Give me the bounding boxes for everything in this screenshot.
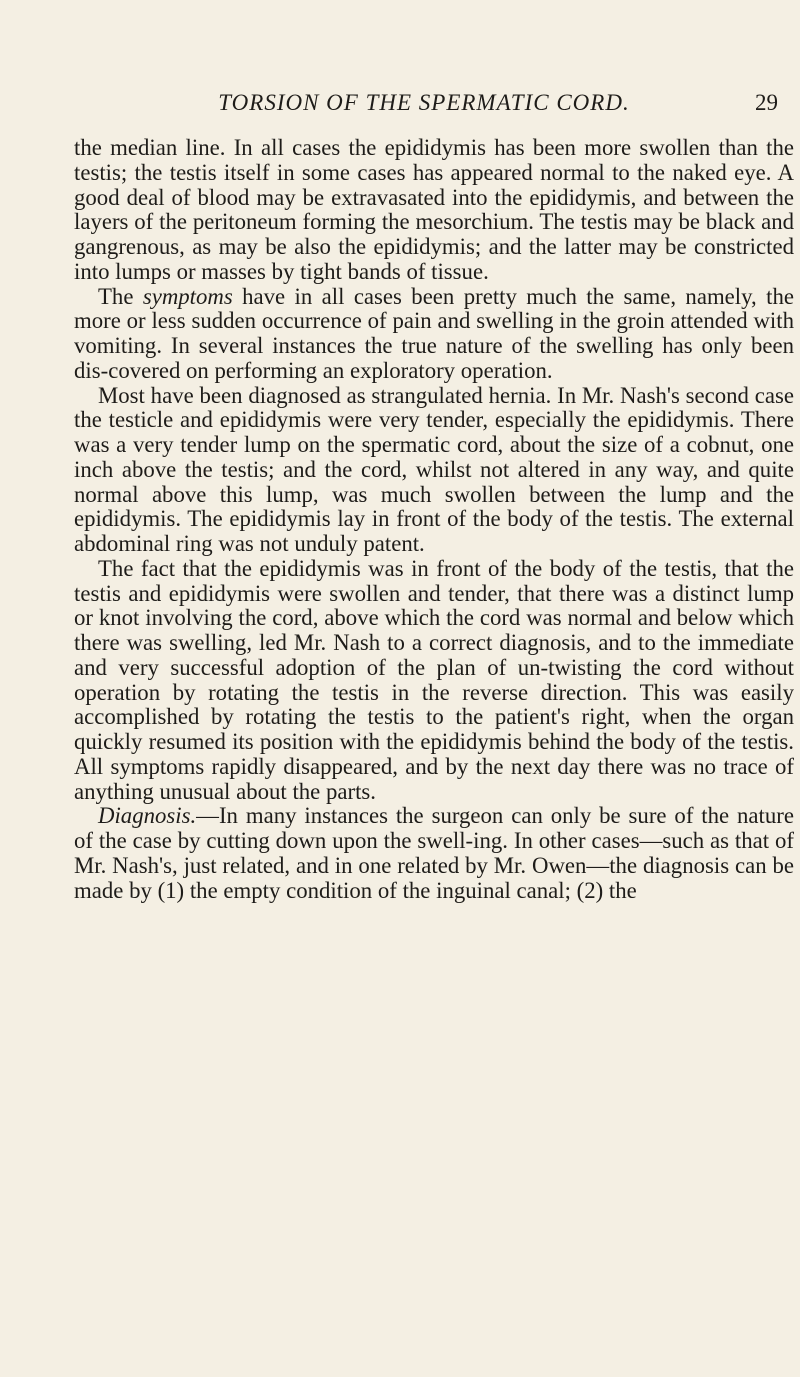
diagnosis-heading: Diagnosis. [98,803,197,829]
paragraph-pathology [74,136,794,285]
page-header [64,90,784,124]
paragraph-nash-case [74,384,794,557]
paragraph-lead: The [98,283,143,309]
paragraph-text: have in all cases been pretty much the same, namely, the more or less sudden occurrence of pain and swelling in the groin attended with vomiting. In several instances the true nature of the swelling has only been dis-covered on performing an exploratory operation. [74,283,794,383]
paragraph-text: Most have been diagnosed as strangulated hernia. In Mr. Nash's second case the testicle and epididymis were very tender, especially the epididymis. There was a very tender lump on the spermatic cord, about the size of a cobnut, one inch above the testis; and the cord, whilst not altered in any way, and quite normal above this lump, was much swollen between the lump and the epididymis. The epididymis lay in front of the body of the testis. The external abdominal ring was not unduly patent. [74,382,794,556]
running-title: TORSION OF THE SPERMATIC CORD. [218,90,630,115]
paragraph-text: —In many instances the surgeon can only be sure of the nature of the case by cutting down upon the swell-ing. In other cases—such as that of Mr. Nash's, just related, and in one related by Mr. Owen—the diagnosis can be made by (1) the empty condition of the inguinal canal; (2) the [74,803,794,903]
symptoms-heading: symptoms [142,283,233,309]
paragraph-text: The fact that the epididymis was in front of the body of the testis, that the testis and epididymis were swollen and tender, that there was a distinct lump or knot involving the cord, above which the cord was normal and below which there was swelling, led Mr. Nash to a correct diagnosis, and to the immediate and very successful adoption of the plan of un-twisting the cord without operation by rotating the testis in the reverse direction. This was easily accomplished by rotating the testis to the patient's right, when the organ quickly resumed its position with the epididymis behind the body of the testis. All symptoms rapidly disappeared, and by the next day there was no trace of anything unusual about the parts. [74,555,794,804]
paragraph-symptoms [74,285,794,384]
body-text [74,136,794,903]
paragraph-correct-diagnosis [74,557,794,805]
paragraph-diagnosis [74,804,794,903]
paragraph-text: the median line. In all cases the epididymis has been more swollen than the testis; the testis itself in some cases has appeared normal to the naked eye. A good deal of blood may be extravasated into the epididymis, and between the layers of the peritoneum forming the mesorchium. The testis may be black and gangrenous, as may be also the epididymis; and the latter may be constricted into lumps or masses by tight bands of tissue. [74,135,794,284]
page-number: 29 [755,90,778,115]
